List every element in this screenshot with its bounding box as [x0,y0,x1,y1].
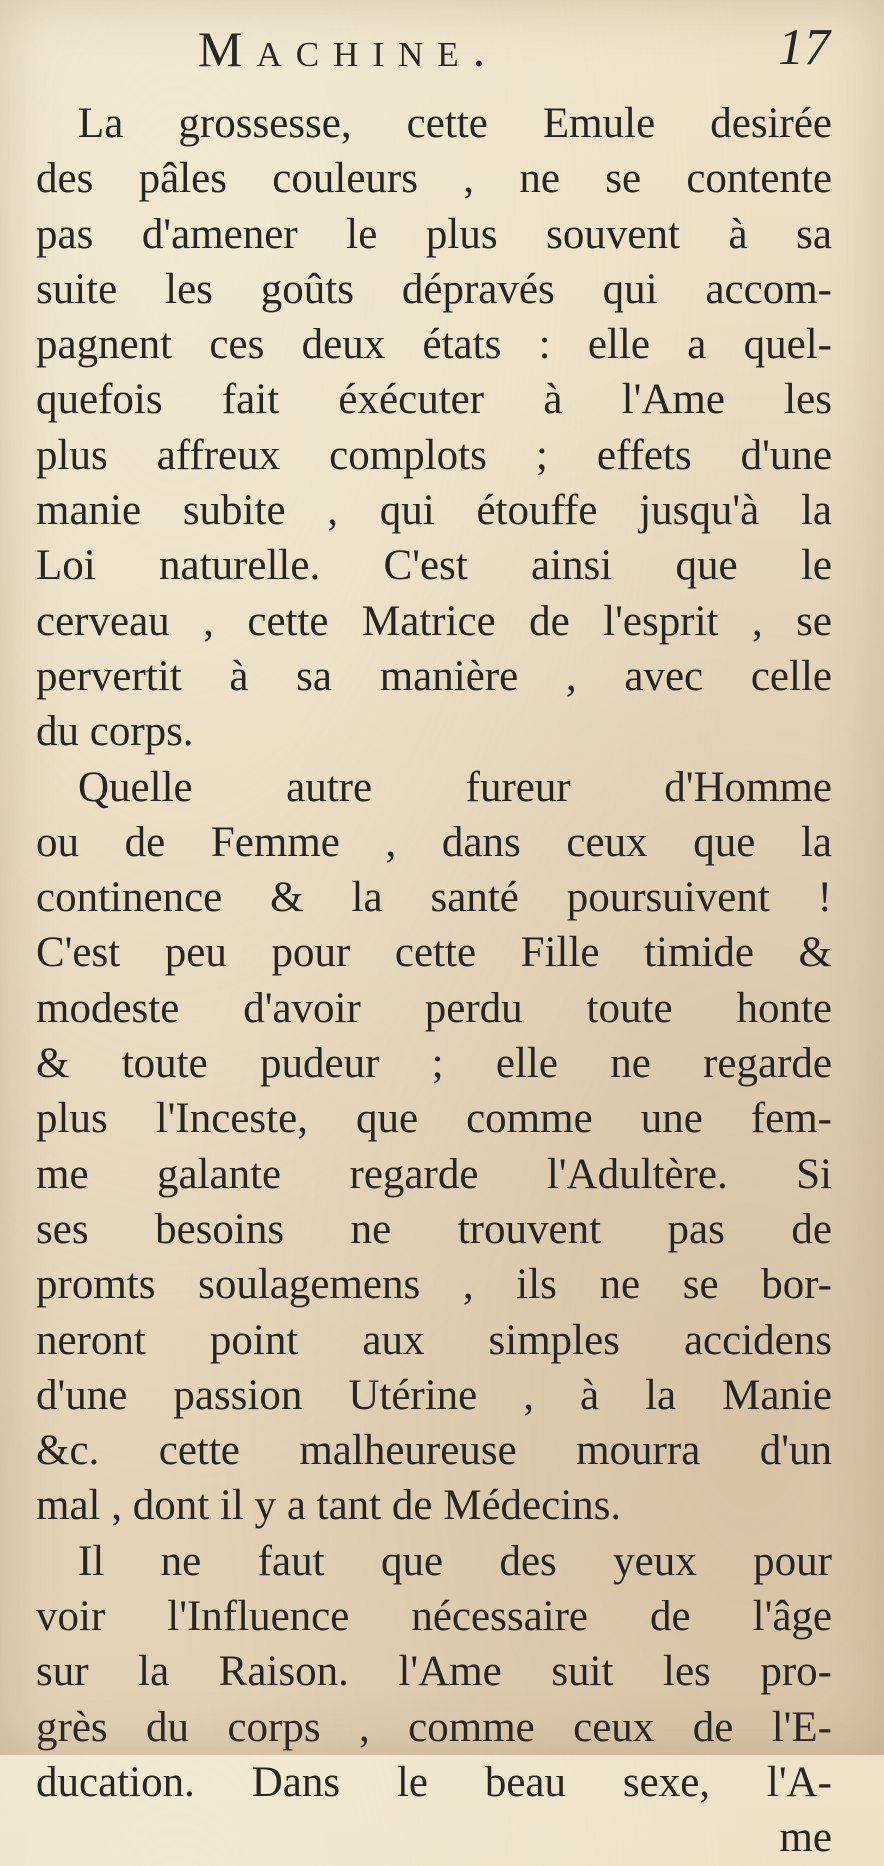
text-line: continence & la santé poursuivent ! [36,874,832,922]
text-line: Il ne faut que des yeux pour [78,1537,832,1585]
text-line: sur la Raison. l'Ame suit les pro- [36,1648,832,1696]
text-line: promts soulagemens , ils ne se bor- [36,1261,832,1309]
page-number: 17 [778,19,830,76]
text-line: cerveau , cette Matrice de l'esprit , se [36,597,832,645]
paragraph [36,1534,832,1866]
text-line: du corps. [36,708,194,756]
text-line: pagnent ces deux états : elle a quel- [36,321,832,369]
text-line: d'une passion Utérine , à la Manie [36,1371,832,1419]
text-line: ducation. Dans le beau sexe, l'A- [36,1758,832,1806]
text-line: des pâles couleurs , ne se contente [36,155,832,203]
text-line: me galante regarde l'Adultère. Si [36,1150,832,1198]
text-line: Loi naturelle. C'est ainsi que le [36,542,832,590]
text-line: modeste d'avoir perdu toute honte [36,984,832,1032]
text-line: & toute pudeur ; elle ne regarde [36,1040,832,1088]
text-line: &c. cette malheureuse mourra d'un [36,1427,832,1475]
text-line: neront point aux simples accidens [36,1316,832,1364]
text-line: plus l'Inceste, que comme une fem- [36,1095,832,1143]
text-line: suite les goûts dépravés qui accom- [36,265,832,313]
text-line: me [779,1814,832,1862]
running-head: Machine. [198,21,500,77]
text-line: voir l'Influence nécessaire de l'âge [36,1593,832,1641]
text-line: quefois fait éxécuter à l'Ame les [36,376,832,424]
text-line: pas d'amener le plus souvent à sa [36,210,832,258]
text-line: ou de Femme , dans ceux que la [36,818,832,866]
text-line: plus affreux complots ; effets d'une [36,431,832,479]
text-line: La grossesse, cette Emule desirée [78,100,832,147]
text-line: C'est peu pour cette Fille timide & [36,929,832,977]
paragraph [36,760,832,1534]
body-text [36,96,832,1866]
text-line: mal , dont il y a tant de Médecins. [36,1482,622,1530]
page-header [0,14,884,84]
text-line: Quelle autre fureur d'Homme [78,763,832,811]
text-line: pervertit à sa manière , avec celle [36,652,832,700]
paragraph [36,96,832,760]
text-line: ses besoins ne trouvent pas de [36,1205,832,1253]
text-line: grès du corps , comme ceux de l'E- [36,1703,832,1751]
text-line: manie subite , qui étouffe jusqu'à la [36,487,832,535]
